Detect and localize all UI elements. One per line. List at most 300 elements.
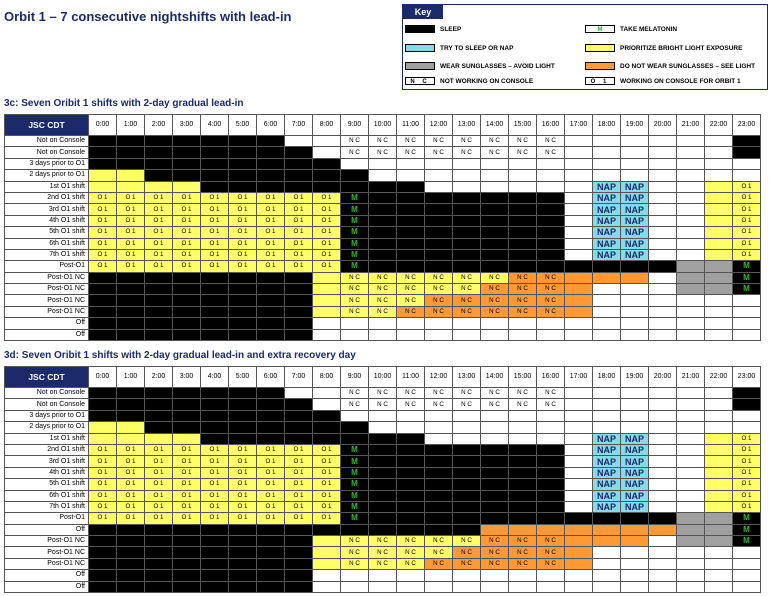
sleep-cell: [565, 513, 593, 524]
nap-cell: NAP: [621, 181, 649, 192]
on-console-cell: O 1: [173, 467, 201, 478]
sleep-cell: [145, 147, 173, 158]
on-console-cell: O 1: [173, 501, 201, 512]
empty-cell: [425, 422, 453, 433]
sunglasses-cell: [705, 261, 733, 272]
empty-cell: [733, 570, 761, 581]
schedule-row: [5, 501, 761, 512]
sleep-cell: [89, 388, 117, 399]
on-console-cell: O 1: [313, 513, 341, 524]
hour-header: 0:00: [89, 115, 117, 136]
on-console-cell: O 1: [257, 501, 285, 512]
sleep-cell: [201, 284, 229, 295]
melatonin-cell: M: [733, 261, 761, 272]
sleep-cell: [145, 570, 173, 581]
see-light-cell: [565, 306, 593, 317]
empty-cell: [649, 284, 677, 295]
empty-cell: [425, 170, 453, 181]
empty-cell: [705, 547, 733, 558]
not-on-console-cell: N C: [397, 306, 425, 317]
sleep-cell: [229, 158, 257, 169]
not-on-console-cell: N C: [369, 536, 397, 547]
on-console-cell: O 1: [117, 444, 145, 455]
on-console-cell: O 1: [173, 513, 201, 524]
sleep-cell: [117, 581, 145, 592]
on-console-cell: O 1: [257, 227, 285, 238]
empty-cell: [481, 581, 509, 592]
sleep-cell: [145, 170, 173, 181]
sleep-cell: [145, 536, 173, 547]
row-label: Off: [5, 581, 89, 592]
not-on-console-cell: N C: [537, 536, 565, 547]
empty-cell: [509, 318, 537, 329]
on-console-cell: O 1: [145, 513, 173, 524]
sleep-cell: [145, 329, 173, 340]
bright-light-cell: [117, 422, 145, 433]
on-console-cell: O 1: [313, 444, 341, 455]
not-on-console-cell: N C: [369, 306, 397, 317]
empty-cell: [425, 318, 453, 329]
nap-cell: NAP: [593, 181, 621, 192]
sleep-cell: [89, 158, 117, 169]
sleep-cell: [285, 318, 313, 329]
nc-swatch: N C: [405, 77, 435, 85]
on-console-cell: O 1: [285, 456, 313, 467]
bright-light-cell: [117, 170, 145, 181]
schedule-grid-3c: [4, 114, 761, 341]
on-console-cell: O 1: [201, 479, 229, 490]
sleep-cell: [733, 388, 761, 399]
sleep-cell: [369, 444, 397, 455]
hour-header: 2:00: [145, 367, 173, 388]
sleep-cell: [537, 249, 565, 260]
on-console-cell: O 1: [733, 467, 761, 478]
empty-cell: [677, 433, 705, 444]
sunglasses-cell: [677, 272, 705, 283]
sleep-cell: [537, 261, 565, 272]
schedule-row: [5, 433, 761, 444]
see-light-cell: [565, 524, 593, 535]
schedule-row: [5, 513, 761, 524]
empty-cell: [593, 410, 621, 421]
melatonin-cell: M: [341, 467, 369, 478]
sleep-cell: [537, 227, 565, 238]
sleep-cell: [369, 490, 397, 501]
sleep-cell: [481, 501, 509, 512]
nap-cell: NAP: [593, 467, 621, 478]
on-console-cell: O 1: [229, 192, 257, 203]
sleep-cell: [229, 306, 257, 317]
sleep-cell: [369, 249, 397, 260]
empty-cell: [565, 479, 593, 490]
not-on-console-cell: N C: [509, 306, 537, 317]
empty-cell: [677, 399, 705, 410]
on-console-cell: O 1: [285, 513, 313, 524]
sleep-cell: [397, 501, 425, 512]
empty-cell: [509, 570, 537, 581]
not-on-console-cell: N C: [369, 284, 397, 295]
sleep-cell: [621, 261, 649, 272]
bright-light-cell: [313, 558, 341, 569]
sleep-cell: [229, 536, 257, 547]
on-console-cell: O 1: [145, 456, 173, 467]
sleep-cell: [89, 524, 117, 535]
not-on-console-cell: N C: [341, 284, 369, 295]
hour-header: 14:00: [481, 115, 509, 136]
on-console-cell: O 1: [145, 249, 173, 260]
empty-cell: [397, 170, 425, 181]
on-console-cell: O 1: [117, 513, 145, 524]
on-console-cell: O 1: [89, 192, 117, 203]
o1-swatch: O 1: [585, 77, 615, 85]
on-console-cell: O 1: [285, 227, 313, 238]
sleep-cell: [453, 513, 481, 524]
empty-cell: [397, 158, 425, 169]
schedule-row: [5, 388, 761, 399]
key-see-light: [585, 62, 755, 72]
schedule-row: [5, 204, 761, 215]
nap-cell: NAP: [593, 238, 621, 249]
empty-cell: [621, 547, 649, 558]
empty-cell: [649, 547, 677, 558]
hour-header: 1:00: [117, 367, 145, 388]
hour-header: 18:00: [593, 367, 621, 388]
on-console-cell: O 1: [313, 467, 341, 478]
empty-cell: [565, 410, 593, 421]
key-melatonin-label: TAKE MELATONIN: [620, 26, 678, 33]
bright-light-cell: [705, 467, 733, 478]
empty-cell: [565, 249, 593, 260]
on-console-cell: O 1: [201, 501, 229, 512]
not-on-console-cell: N C: [453, 547, 481, 558]
bright-light-cell: [313, 306, 341, 317]
on-console-cell: O 1: [201, 490, 229, 501]
empty-cell: [733, 306, 761, 317]
see-light-cell: [593, 272, 621, 283]
sleep-cell: [481, 227, 509, 238]
row-label: Not on Console: [5, 388, 89, 399]
melatonin-cell: M: [341, 215, 369, 226]
sleep-cell: [369, 215, 397, 226]
section-3c-title: 3c: Seven Oribit 1 shifts with 2-day gradual lead-in: [4, 98, 244, 109]
not-on-console-cell: N C: [509, 147, 537, 158]
on-console-cell: O 1: [117, 227, 145, 238]
sleep-cell: [453, 192, 481, 203]
empty-cell: [733, 581, 761, 592]
empty-cell: [565, 433, 593, 444]
empty-cell: [509, 410, 537, 421]
melatonin-cell: M: [341, 444, 369, 455]
sleep-cell: [537, 456, 565, 467]
sleep-cell: [117, 558, 145, 569]
not-on-console-cell: N C: [341, 536, 369, 547]
empty-cell: [677, 558, 705, 569]
melatonin-cell: M: [341, 456, 369, 467]
on-console-cell: O 1: [229, 227, 257, 238]
empty-cell: [593, 295, 621, 306]
sleep-cell: [173, 558, 201, 569]
sleep-cell: [509, 513, 537, 524]
empty-cell: [621, 284, 649, 295]
sleep-cell: [117, 158, 145, 169]
nap-cell: NAP: [593, 249, 621, 260]
on-console-cell: O 1: [257, 513, 285, 524]
not-on-console-cell: N C: [453, 295, 481, 306]
sleep-cell: [201, 295, 229, 306]
nap-cell: NAP: [593, 490, 621, 501]
empty-cell: [705, 329, 733, 340]
sunglasses-cell: [705, 524, 733, 535]
row-label: Off: [5, 329, 89, 340]
empty-cell: [649, 158, 677, 169]
on-console-cell: O 1: [285, 192, 313, 203]
sleep-cell: [285, 570, 313, 581]
empty-cell: [593, 318, 621, 329]
empty-cell: [425, 570, 453, 581]
sleep-cell: [117, 536, 145, 547]
hour-header: 6:00: [257, 367, 285, 388]
nap-cell: NAP: [593, 479, 621, 490]
empty-cell: [733, 422, 761, 433]
empty-cell: [649, 536, 677, 547]
on-console-cell: O 1: [285, 501, 313, 512]
sleep-cell: [173, 388, 201, 399]
sleep-cell: [481, 249, 509, 260]
not-on-console-cell: N C: [341, 547, 369, 558]
not-on-console-cell: N C: [369, 547, 397, 558]
not-on-console-cell: N C: [369, 399, 397, 410]
empty-cell: [649, 192, 677, 203]
sleep-cell: [285, 524, 313, 535]
not-on-console-cell: N C: [397, 136, 425, 147]
sleep-cell: [397, 249, 425, 260]
empty-cell: [649, 399, 677, 410]
not-on-console-cell: N C: [453, 558, 481, 569]
not-on-console-cell: N C: [453, 147, 481, 158]
nap-cell: NAP: [621, 490, 649, 501]
row-label: 6th O1 shift: [5, 490, 89, 501]
sleep-cell: [397, 181, 425, 192]
sleep-cell: [425, 444, 453, 455]
on-console-cell: O 1: [145, 261, 173, 272]
on-console-cell: O 1: [733, 181, 761, 192]
on-console-cell: O 1: [733, 456, 761, 467]
bright-light-cell: [705, 479, 733, 490]
empty-cell: [733, 547, 761, 558]
sleep-cell: [173, 410, 201, 421]
bright-light-cell: [89, 422, 117, 433]
sleep-cell: [369, 524, 397, 535]
row-label: Not on Console: [5, 136, 89, 147]
bright-light-cell: [89, 181, 117, 192]
nap-cell: NAP: [621, 192, 649, 203]
not-on-console-cell: N C: [397, 536, 425, 547]
sleep-cell: [117, 399, 145, 410]
row-label: 4th O1 shift: [5, 467, 89, 478]
on-console-cell: O 1: [201, 513, 229, 524]
key-o1-label: WORKING ON CONSOLE FOR ORBIT 1: [620, 78, 741, 85]
sleep-cell: [229, 136, 257, 147]
not-on-console-cell: N C: [481, 136, 509, 147]
empty-cell: [313, 388, 341, 399]
empty-cell: [565, 227, 593, 238]
sunglasses-cell: [677, 524, 705, 535]
on-console-cell: O 1: [89, 501, 117, 512]
empty-cell: [341, 410, 369, 421]
sleep-cell: [397, 261, 425, 272]
hour-header: 10:00: [369, 367, 397, 388]
on-console-cell: O 1: [733, 192, 761, 203]
empty-cell: [593, 170, 621, 181]
bright-light-cell: [705, 181, 733, 192]
not-on-console-cell: N C: [425, 136, 453, 147]
on-console-cell: O 1: [117, 215, 145, 226]
hour-header: 19:00: [621, 367, 649, 388]
sleep-cell: [425, 467, 453, 478]
not-on-console-cell: N C: [341, 295, 369, 306]
sleep-cell: [453, 204, 481, 215]
sleep-cell: [229, 570, 257, 581]
empty-cell: [733, 329, 761, 340]
sleep-cell: [145, 306, 173, 317]
sleep-cell: [397, 444, 425, 455]
row-label: 2 days prior to O1: [5, 170, 89, 181]
not-on-console-cell: N C: [509, 272, 537, 283]
not-on-console-cell: N C: [537, 306, 565, 317]
empty-cell: [705, 306, 733, 317]
not-on-console-cell: N C: [341, 272, 369, 283]
key-sunglasses-label: WEAR SUNGLASSES – AVOID LIGHT: [440, 63, 555, 70]
bright-light-cell: [705, 215, 733, 226]
key-nc: [405, 77, 533, 87]
on-console-cell: O 1: [89, 513, 117, 524]
sleep-cell: [341, 422, 369, 433]
on-console-cell: O 1: [117, 456, 145, 467]
empty-cell: [677, 501, 705, 512]
sleep-cell: [145, 284, 173, 295]
sleep-cell: [397, 479, 425, 490]
empty-cell: [677, 249, 705, 260]
on-console-cell: O 1: [229, 238, 257, 249]
on-console-cell: O 1: [201, 227, 229, 238]
empty-cell: [649, 570, 677, 581]
hour-header: 18:00: [593, 115, 621, 136]
empty-cell: [705, 581, 733, 592]
empty-cell: [677, 388, 705, 399]
sleep-cell: [453, 501, 481, 512]
sleep-cell: [369, 467, 397, 478]
not-on-console-cell: N C: [425, 536, 453, 547]
sleep-cell: [341, 170, 369, 181]
not-on-console-cell: N C: [369, 136, 397, 147]
see-light-cell: [649, 524, 677, 535]
schedule-row: [5, 329, 761, 340]
empty-cell: [565, 501, 593, 512]
sleep-cell: [481, 204, 509, 215]
empty-cell: [397, 422, 425, 433]
sleep-cell: [453, 467, 481, 478]
sleep-cell: [117, 410, 145, 421]
sleep-cell: [285, 581, 313, 592]
not-on-console-cell: N C: [425, 272, 453, 283]
sleep-cell: [425, 513, 453, 524]
sleep-cell: [173, 306, 201, 317]
not-on-console-cell: N C: [481, 388, 509, 399]
empty-cell: [285, 136, 313, 147]
bright-light-cell: [145, 181, 173, 192]
bright-light-cell: [705, 444, 733, 455]
empty-cell: [677, 581, 705, 592]
empty-cell: [649, 410, 677, 421]
on-console-cell: O 1: [173, 204, 201, 215]
sleep-cell: [89, 284, 117, 295]
not-on-console-cell: N C: [369, 272, 397, 283]
on-console-cell: O 1: [201, 467, 229, 478]
on-console-cell: O 1: [257, 479, 285, 490]
row-label: Post-O1 NC: [5, 547, 89, 558]
empty-cell: [481, 410, 509, 421]
sleep-cell: [89, 147, 117, 158]
empty-cell: [369, 329, 397, 340]
on-console-cell: O 1: [229, 513, 257, 524]
sleep-cell: [89, 558, 117, 569]
empty-cell: [509, 581, 537, 592]
sleep-cell: [257, 558, 285, 569]
empty-cell: [621, 147, 649, 158]
on-console-cell: O 1: [229, 204, 257, 215]
key-see-light-label: DO NOT WEAR SUNGLASSES – SEE LIGHT: [620, 63, 756, 70]
schedule-row: [5, 456, 761, 467]
empty-cell: [649, 136, 677, 147]
sleep-cell: [733, 147, 761, 158]
on-console-cell: O 1: [89, 261, 117, 272]
hour-header: 9:00: [341, 367, 369, 388]
sleep-cell: [285, 306, 313, 317]
empty-cell: [397, 329, 425, 340]
nap-cell: NAP: [621, 227, 649, 238]
hour-header: 1:00: [117, 115, 145, 136]
sleep-cell: [173, 536, 201, 547]
sleep-cell: [453, 490, 481, 501]
sleep-cell: [453, 227, 481, 238]
sleep-cell: [509, 479, 537, 490]
empty-cell: [733, 558, 761, 569]
sleep-cell: [257, 388, 285, 399]
sleep-cell: [173, 170, 201, 181]
empty-cell: [677, 479, 705, 490]
empty-cell: [649, 422, 677, 433]
not-on-console-cell: N C: [481, 295, 509, 306]
on-console-cell: O 1: [733, 227, 761, 238]
empty-cell: [649, 490, 677, 501]
sleep-cell: [201, 536, 229, 547]
sleep-cell: [509, 456, 537, 467]
see-light-cell: [593, 524, 621, 535]
sleep-cell: [257, 422, 285, 433]
not-on-console-cell: N C: [509, 295, 537, 306]
sleep-cell: [201, 136, 229, 147]
empty-cell: [621, 306, 649, 317]
sleep-cell: [173, 158, 201, 169]
nap-cell: NAP: [593, 227, 621, 238]
on-console-cell: O 1: [201, 456, 229, 467]
on-console-cell: O 1: [117, 249, 145, 260]
sleep-cell: [145, 136, 173, 147]
sleep-cell: [173, 524, 201, 535]
on-console-cell: O 1: [201, 444, 229, 455]
empty-cell: [649, 170, 677, 181]
empty-cell: [509, 422, 537, 433]
